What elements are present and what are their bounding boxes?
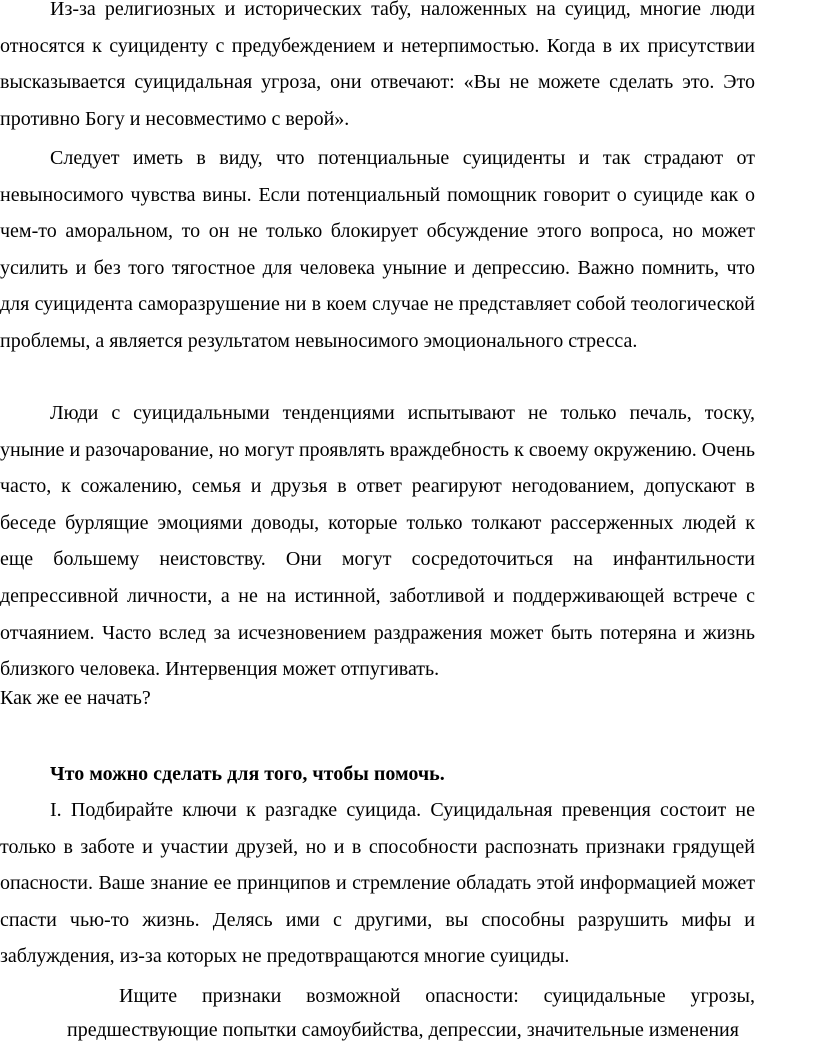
paragraph-guilt: Следует иметь в виду, что потенциальные суициденты и так страдают от невыносимого чувства вины. Если потенциальный помощник говорит о суициде как о чем-то аморальном, то он не только блокирует обсуждение этого вопроса, но может усилить и без того тягостное для человека уныние и депрессию. Важно помнить, что для суицидента саморазрушение ни в коем случае не представляет собой теологической проблемы, а является результатом невыносимого эмоционального стресса.: [0, 147, 755, 352]
paragraph-clues: I. Подбирайте ключи к разгадке суицида. Суицидальная превенция состоит не только в заботе и участии друзей, но и в способности распознать признаки грядущей опасности. Ваше знание ее принципов и стремление обладать этой информацией может спасти чью-то жизнь. Делясь ими с другими, вы способны разрушить мифы и заблуждения, из-за которых не предотвращаются многие суициды.: [0, 799, 755, 968]
paragraph-danger-signs: Ищите признаки возможной опасности: суицидальные угрозы, предшествующие попытки самоубийства, депрессии, значительные изменения: [67, 985, 755, 1041]
paragraph-religious-taboos: Из-за религиозных и исторических табу, наложенных на суицид, многие люди относятся к суициденту с предубеждением и нетерпимостью. Когда в их присутствии высказывается суицидальная угроза, они отвечают: «Вы не можете сделать это. Это противно Богу и несовместимо с верой».: [0, 0, 755, 130]
paragraph-hostility: Люди с суицидальными тенденциями испытывают не только печаль, тоску, уныние и разочарование, но могут проявлять враждебность к своему окружению. Очень часто, к сожалению, семья и друзья в ответ реагируют негодованием, допускают в беседе бурлящие эмоциями доводы, которые только толкают рассерженных людей к еще большему неистовству. Они могут сосредоточиться на инфантильности депрессивной личности, а не на истинной, заботливой и поддерживающей встрече с отчаянием. Часто вслед за исчезновением раздражения может быть потеряна и жизнь близкого человека. Интервенция может отпугивать.: [0, 402, 755, 681]
question-line: Как же ее начать?: [0, 687, 151, 709]
section-heading: Что можно сделать для того, чтобы помочь.: [50, 763, 445, 785]
